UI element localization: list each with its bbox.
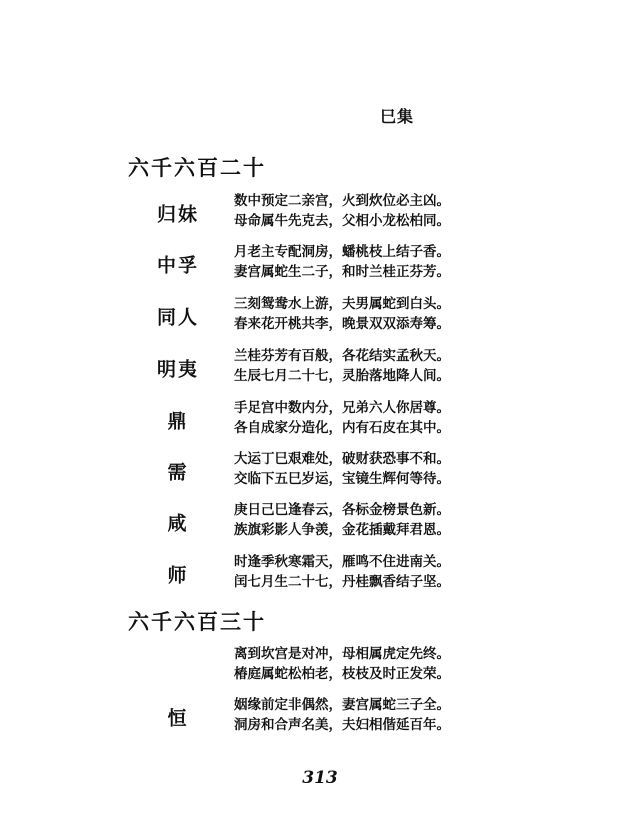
verse-line: 洞房和合声名美，夫妇相偕延百年。 [234,717,450,733]
entry-name: 归妹 [156,203,199,226]
verse-line: 兰桂芬芳有百般，各花结实孟秋天。 [234,348,450,364]
entry-name: 鼎 [167,410,189,433]
verse-line: 椿庭属蛇松柏老，枝枝及时正发荣。 [234,666,450,682]
verse-line: 春来花开桃共李，晚景双双添寿筹。 [234,316,450,332]
verse-line: 族旗彩影人争羡，金花插戴拜君恩。 [234,522,450,538]
verse-line: 闰七月生二十七，丹桂飘香结子坚。 [234,574,450,590]
entry [128,346,468,390]
page-number: 313 [302,768,338,788]
entry-name: 恒 [167,707,189,730]
section-title: 六千六百三十 [128,609,266,634]
verse-line: 庚日己巳逢春云，各标金榜景色新。 [234,502,450,518]
verse-line: 妻宫属蛇生二子，和时兰桂正芬芳。 [234,264,450,280]
entry-name: 中孚 [156,254,199,277]
verse-line: 姻缘前定非偶然，妻宫属蛇三子全。 [234,697,450,713]
verse-line: 交临下五巳岁运，宝镜生辉何等待。 [234,471,450,487]
entry-name: 需 [167,461,189,484]
verse-line: 各自成家分造化，内有石皮在其中。 [234,420,450,436]
entry [128,695,468,739]
entry [128,644,468,688]
entry [128,500,468,544]
verse-line: 大运丁巳艰难处，破财获恐事不和。 [234,451,450,467]
verse-line: 离到坎宫是对冲，母相属虎定先终。 [234,646,450,662]
entry [128,294,468,338]
verse-line: 数中预定二亲宫，火到炊位必主凶。 [234,193,450,209]
entry-name: 师 [167,564,189,587]
section-title: 六千六百二十 [128,155,266,180]
verse-line: 母命属牛先克去，父相小龙松柏同。 [234,213,450,229]
entry-name: 明夷 [156,358,199,381]
verse-line: 手足宫中数内分，兄弟六人你居尊。 [234,400,450,416]
verse-line: 时逢季秋寒霜天，雁鸣不住进南关。 [234,554,450,570]
verse-line: 生辰七月二十七，灵胎落地降人间。 [234,368,450,384]
verse-line: 三刻鸳鸯水上游，夫男属蛇到白头。 [234,296,450,312]
collection-header: 巳集 [380,107,415,126]
entry-name: 咸 [167,512,189,535]
entry [128,398,468,442]
entry [128,449,468,493]
entry [128,191,468,235]
verse-line: 月老主专配洞房，蟠桃枝上结子香。 [234,244,450,260]
entry [128,552,468,596]
entry-name: 同人 [156,306,199,329]
entry [128,242,468,286]
